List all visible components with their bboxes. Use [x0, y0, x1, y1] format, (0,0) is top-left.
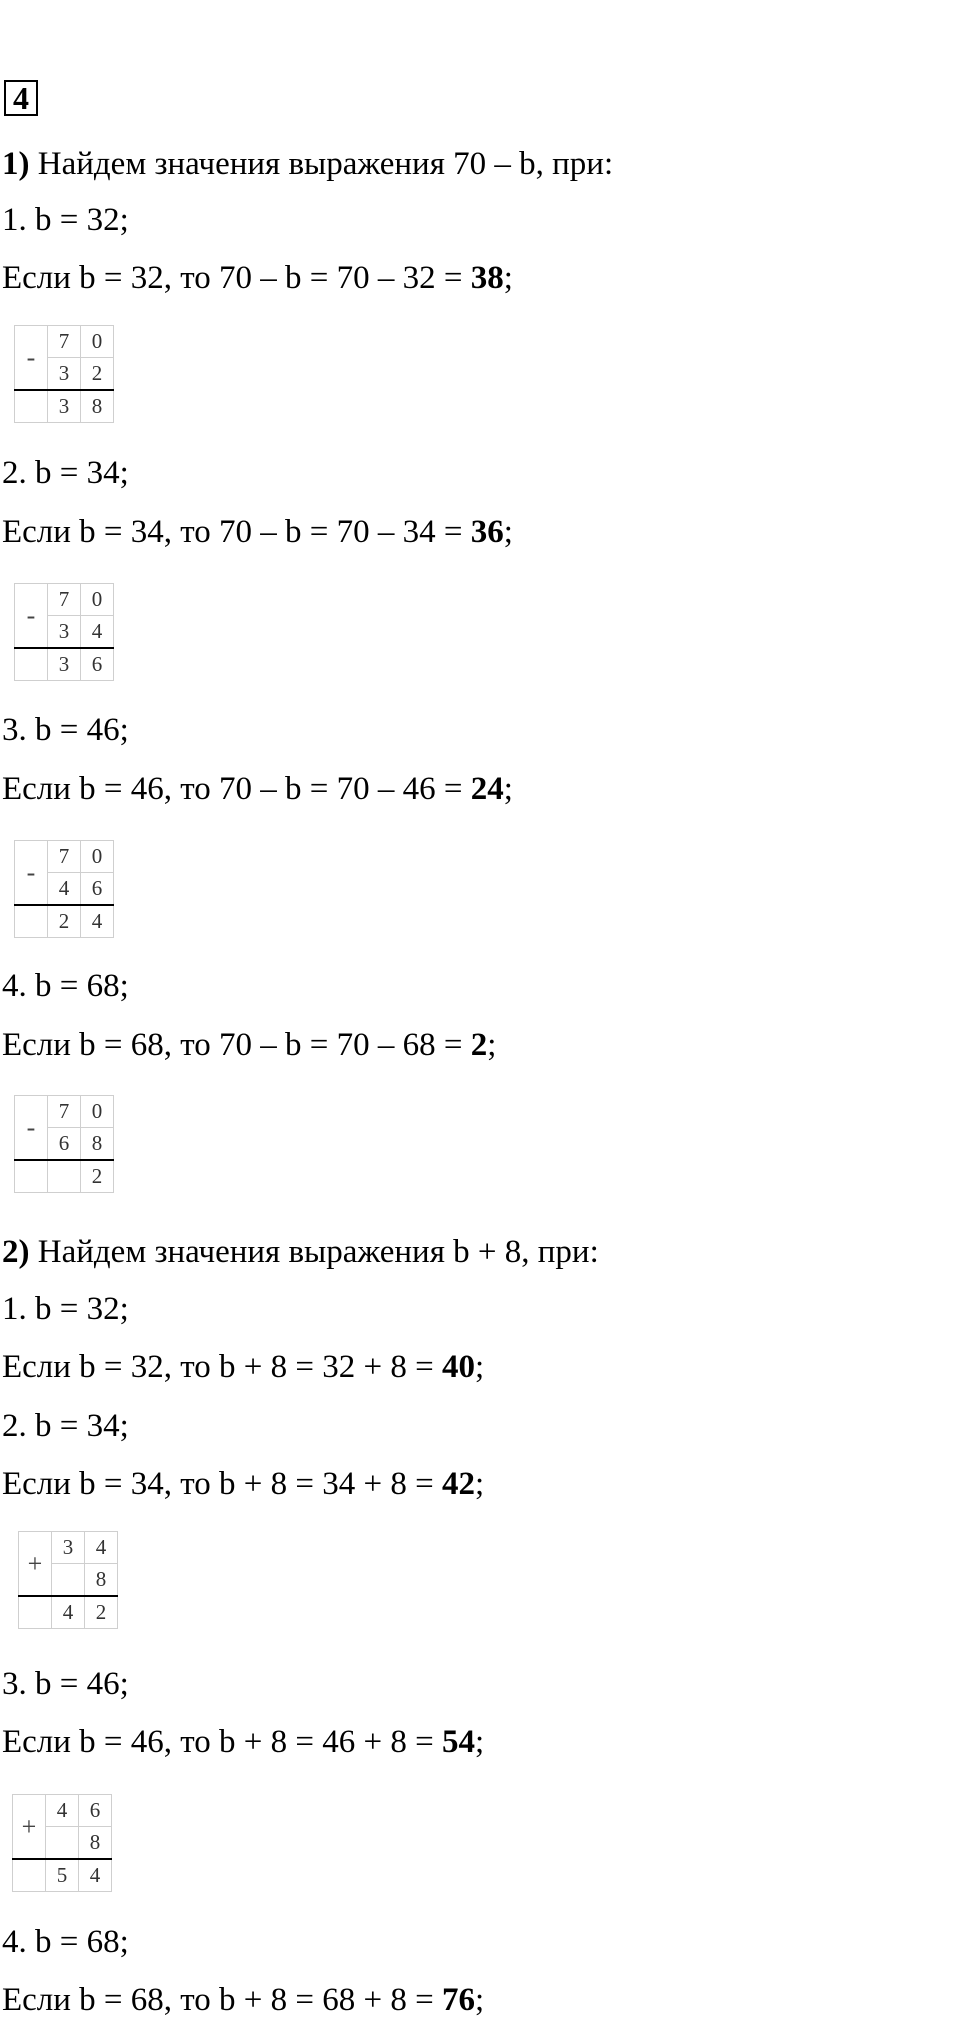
part2-heading	[2, 1232, 599, 1272]
calc-sign: -	[15, 326, 48, 391]
calc-cell: 0	[81, 841, 114, 873]
p2-result-4	[2, 1980, 484, 2020]
calc-cell: 8	[79, 1827, 112, 1860]
p1-case-2: 2. b = 34;	[2, 455, 129, 491]
calc-cell: 3	[48, 648, 81, 681]
calc-cell: 3	[48, 358, 81, 391]
p2-result-2	[2, 1464, 484, 1504]
p2-result-4-end: ;	[474, 1982, 485, 2018]
calc-cell: 0	[81, 584, 114, 616]
calc-cell: 2	[81, 1160, 114, 1193]
p2-result-2-end: ;	[474, 1466, 485, 1502]
calc-cell: 0	[81, 1096, 114, 1128]
p1-result-4	[2, 1025, 496, 1065]
p2-answer-4: 76	[441, 1982, 475, 2018]
p2-case-1: 1. b = 32;	[2, 1291, 129, 1327]
calc-cell: 7	[48, 326, 81, 358]
p1-answer-1: 38	[470, 260, 504, 296]
calc-cell	[15, 390, 48, 423]
calc-cell	[15, 905, 48, 938]
p1-result-2	[2, 512, 513, 552]
p2-answer-3: 54	[441, 1724, 475, 1760]
p1-result-3	[2, 769, 513, 809]
p2-result-1-text: Если b = 32, то b + 8 = 32 + 8 =	[2, 1349, 442, 1385]
calc-cell: 4	[48, 873, 81, 906]
p2-calc-3	[12, 1794, 112, 1892]
p2-result-3	[2, 1722, 484, 1762]
calc-sign: +	[19, 1532, 52, 1597]
p2-result-1-end: ;	[474, 1349, 485, 1385]
p1-case-1: 1. b = 32;	[2, 202, 129, 238]
calc-sign: +	[13, 1795, 46, 1860]
calc-cell: 6	[79, 1795, 112, 1827]
calc-cell: 8	[85, 1564, 118, 1597]
p1-result-1	[2, 258, 513, 298]
p1-answer-2: 36	[470, 514, 504, 550]
calc-cell	[46, 1827, 79, 1860]
calc-cell: 8	[81, 390, 114, 423]
p1-result-4-text: Если b = 68, то 70 – b = 70 – 68 =	[2, 1027, 471, 1063]
part1-heading-text: Найдем значения выражения 70 – b, при:	[29, 146, 614, 182]
p2-case-3: 3. b = 46;	[2, 1666, 129, 1702]
calc-cell: 8	[81, 1128, 114, 1161]
p1-case-3: 3. b = 46;	[2, 712, 129, 748]
calc-cell: 4	[79, 1859, 112, 1892]
p1-calc-1	[14, 325, 114, 423]
calc-cell: 3	[52, 1532, 85, 1564]
calc-cell: 2	[48, 905, 81, 938]
calc-cell: 4	[85, 1532, 118, 1564]
calc-cell: 4	[81, 616, 114, 649]
p1-calc-3	[14, 840, 114, 938]
calc-cell: 7	[48, 841, 81, 873]
p1-case-4: 4. b = 68;	[2, 968, 129, 1004]
calc-cell	[48, 1160, 81, 1193]
calc-cell: 5	[46, 1859, 79, 1892]
calc-cell: 4	[46, 1795, 79, 1827]
calc-cell	[52, 1564, 85, 1597]
calc-cell	[19, 1596, 52, 1629]
calc-cell: 3	[48, 390, 81, 423]
calc-cell: 2	[81, 358, 114, 391]
calc-cell: 6	[81, 873, 114, 906]
p1-result-3-end: ;	[503, 771, 513, 807]
calc-sign: -	[15, 584, 48, 649]
calc-cell	[13, 1859, 46, 1892]
calc-cell: 4	[52, 1596, 85, 1629]
calc-cell: 6	[48, 1128, 81, 1161]
p1-result-1-text: Если b = 32, то 70 – b = 70 – 32 =	[2, 260, 471, 296]
p2-answer-1: 40	[441, 1349, 475, 1385]
p2-case-2: 2. b = 34;	[2, 1408, 129, 1444]
task-number: 4	[4, 80, 38, 116]
p1-result-2-end: ;	[503, 514, 513, 550]
p2-calc-2	[18, 1531, 118, 1629]
part2-label: 2)	[2, 1234, 30, 1270]
calc-cell: 2	[85, 1596, 118, 1629]
calc-cell: 4	[81, 905, 114, 938]
calc-cell: 3	[48, 616, 81, 649]
calc-sign: -	[15, 1096, 48, 1161]
calc-cell: 6	[81, 648, 114, 681]
p2-result-3-text: Если b = 46, то b + 8 = 46 + 8 =	[2, 1724, 442, 1760]
p2-result-3-end: ;	[474, 1724, 485, 1760]
calc-cell: 0	[81, 326, 114, 358]
p1-result-1-end: ;	[503, 260, 513, 296]
part1-heading	[2, 144, 613, 184]
p2-result-1	[2, 1347, 484, 1387]
calc-sign: -	[15, 841, 48, 906]
p1-result-2-text: Если b = 34, то 70 – b = 70 – 34 =	[2, 514, 471, 550]
calc-cell	[15, 648, 48, 681]
p1-answer-4: 2	[470, 1027, 488, 1063]
part1-label: 1)	[2, 146, 30, 182]
p1-result-3-text: Если b = 46, то 70 – b = 70 – 46 =	[2, 771, 471, 807]
p1-result-4-end: ;	[487, 1027, 497, 1063]
p1-calc-4	[14, 1095, 114, 1193]
calc-cell: 7	[48, 584, 81, 616]
calc-cell: 7	[48, 1096, 81, 1128]
part2-heading-text: Найдем значения выражения b + 8, при:	[29, 1234, 599, 1270]
p2-case-4: 4. b = 68;	[2, 1924, 129, 1960]
p2-result-2-text: Если b = 34, то b + 8 = 34 + 8 =	[2, 1466, 442, 1502]
p2-answer-2: 42	[441, 1466, 475, 1502]
p1-answer-3: 24	[470, 771, 504, 807]
p2-result-4-text: Если b = 68, то b + 8 = 68 + 8 =	[2, 1982, 442, 2018]
p1-calc-2	[14, 583, 114, 681]
calc-cell	[15, 1160, 48, 1193]
